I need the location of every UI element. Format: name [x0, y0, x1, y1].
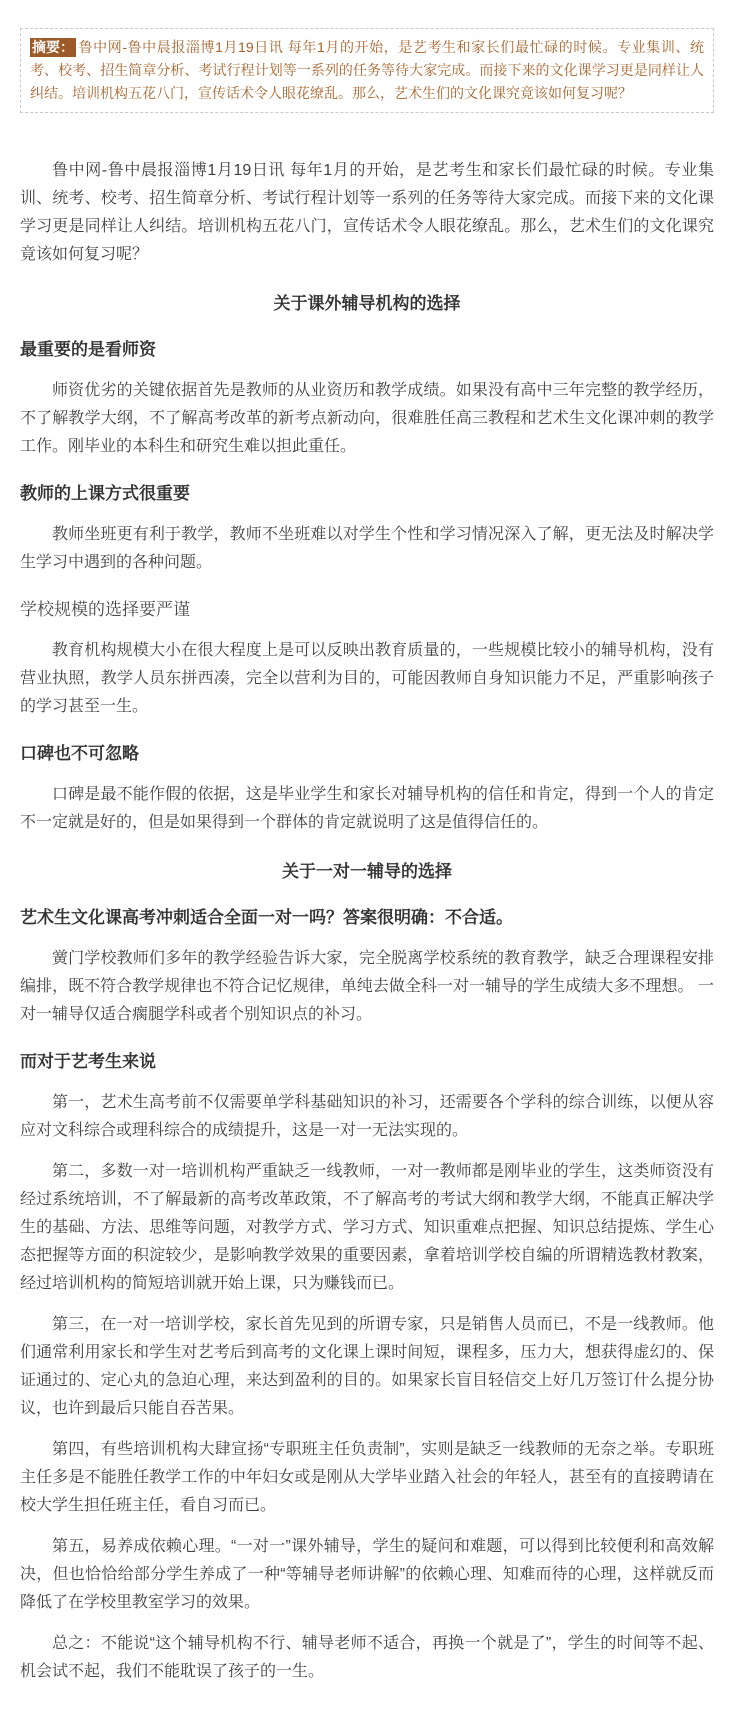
paragraph: 第五，易养成依赖心理。“一对一”课外辅导，学生的疑问和难题，可以得到比较便利和高效解决，但也恰恰给部分学生养成了一种“等辅导老师讲解”的依赖心理、知难而待的心理，这样就反而降低了在学校里教室学习的效果。: [20, 1538, 714, 1611]
paragraph: 鲁中网-鲁中晨报淄博1月19日讯 每年1月的开始，是艺考生和家长们最忙碌的时候。专业集训、统考、校考、招生简章分析、考试行程计划等一系列的任务等待大家完成。而接下来的文化课学习更是同样让人纠结。培训机构五花八门，宣传话术令人眼花缭乱。那么，艺术生们的文化课究竟该如何复习呢？: [20, 162, 714, 263]
paragraph: 总之：不能说“这个辅导机构不行、辅导老师不适合，再换一个就是了”，学生的时间等不起、机会试不起，我们不能耽误了孩子的一生。: [20, 1635, 714, 1680]
subheading: 最重要的是看师资: [20, 340, 156, 359]
section-title-centered: 关于一对一辅导的选择: [282, 862, 452, 881]
summary-label: 摘要：: [32, 39, 74, 55]
paragraph: 教师坐班更有利于教学，教师不坐班难以对学生个性和学习情况深入了解，更无法及时解决学生学习中遇到的各种问题。: [20, 526, 714, 571]
summary-box: [20, 28, 714, 113]
subheading: 教师的上课方式很重要: [20, 484, 190, 503]
paragraph: 黉门学校教师们多年的教学经验告诉大家，完全脱离学校系统的教育教学，缺乏合理课程安排编排，既不符合教学规律也不符合记忆规律，单纯去做全科一对一辅导的学生成绩大多不理想。 一对一辅导仅适合瘸腿学科或者个别知识点的补习。: [20, 950, 714, 1023]
paragraph: 第二，多数一对一培训机构严重缺乏一线教师，一对一教师都是刚毕业的学生，这类师资没有经过系统培训，不了解最新的高考改革政策，不了解高考的考试大纲和教学大纲，不能真正解决学生的基础、方法、思维等问题，对教学方式、学习方式、知识重难点把握、知识总结提炼、学生心态把握等方面的积淀较少，是影响教学效果的重要因素，拿着培训学校自编的所谓精选教材教案，经过培训机构的简短培训就开始上课，只为赚钱而已。: [20, 1163, 714, 1292]
paragraph: 第三，在一对一培训学校，家长首先见到的所谓专家，只是销售人员而已，不是一线教师。他们通常利用家长和学生对艺考后到高考的文化课上课时间短，课程多，压力大，想获得虚幻的、保证通过的、定心丸的急迫心理，来达到盈利的目的。如果家长盲目轻信交上好几万签订什么提分协议，也许到最后只能自吞苦果。: [20, 1316, 714, 1417]
subheading: 艺术生文化课高考冲刺适合全面一对一吗？答案很明确：不合适。: [20, 908, 513, 927]
paragraph: 第一，艺术生高考前不仅需要单学科基础知识的补习，还需要各个学科的综合训练，以便从容应对文科综合或理科综合的成绩提升，这是一对一无法实现的。: [20, 1094, 714, 1139]
summary-text: 鲁中网-鲁中晨报淄博1月19日讯 每年1月的开始，是艺考生和家长们最忙碌的时候。专业集训、统考、校考、招生简章分析、考试行程计划等一系列的任务等待大家完成。而接下来的文化课学习更是同样让人纠结。培训机构五花八门，宣传话术令人眼花缭乱。那么，艺术生们的文化课究竟该如何复习呢？: [30, 39, 704, 101]
paragraph: 口碑是最不能作假的依据，这是毕业学生和家长对辅导机构的信任和肯定，得到一个人的肯定不一定就是好的，但是如果得到一个群体的肯定就说明了这是值得信任的。: [20, 786, 714, 831]
paragraph: 第四，有些培训机构大肆宣扬“专职班主任负责制”，实则是缺乏一线教师的无奈之举。专职班主任多是不能胜任教学工作的中年妇女或是刚从大学毕业踏入社会的年轻人，甚至有的直接聘请在校大学生担任班主任，看自习而已。: [20, 1441, 714, 1514]
article-body: [20, 157, 714, 1686]
subheading: 口碑也不可忽略: [20, 744, 139, 763]
subheading-plain: 学校规模的选择要严谨: [20, 600, 190, 619]
section-title-centered: 关于课外辅导机构的选择: [273, 294, 461, 313]
paragraph: 师资优劣的关键依据首先是教师的从业资历和教学成绩。如果没有高中三年完整的教学经历，不了解教学大纲，不了解高考改革的新考点新动向，很难胜任高三教程和艺术生文化课冲刺的教学工作。刚毕业的本科生和研究生难以担此重任。: [20, 382, 714, 455]
paragraph: 教育机构规模大小在很大程度上是可以反映出教育质量的，一些规模比较小的辅导机构，没有营业执照，教学人员东拼西凑，完全以营利为目的，可能因教师自身知识能力不足，严重影响孩子的学习甚至一生。: [20, 642, 714, 715]
subheading: 而对于艺考生来说: [20, 1052, 156, 1071]
